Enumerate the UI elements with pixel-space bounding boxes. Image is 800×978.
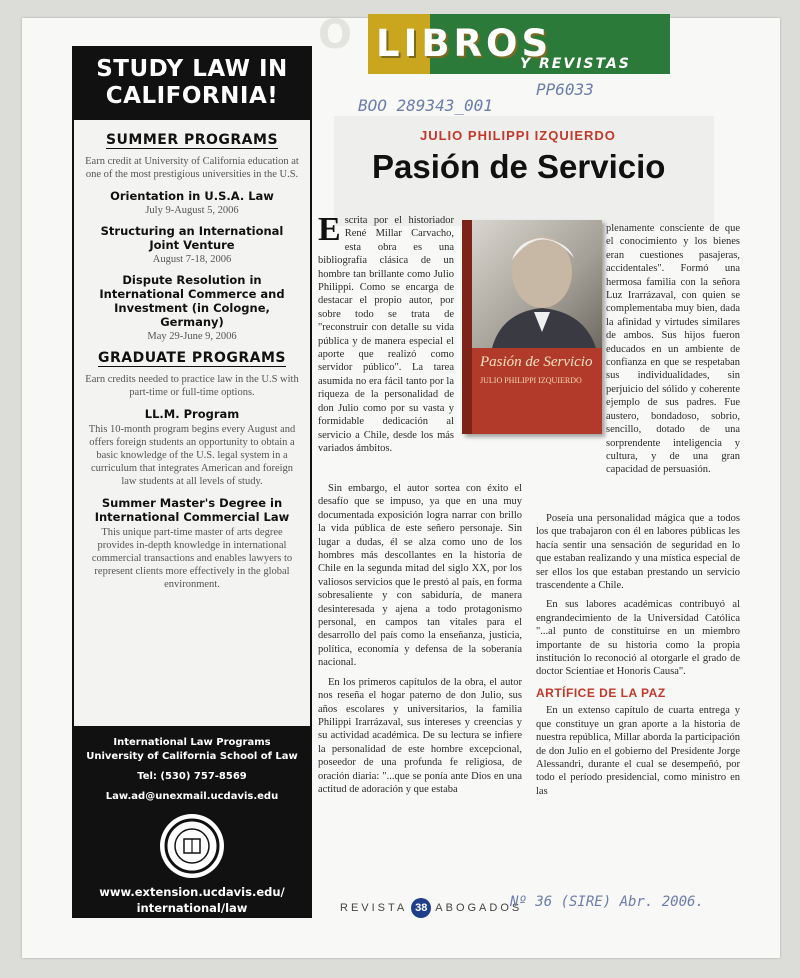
section-subtitle: Y REVISTAS <box>520 56 631 72</box>
contact-line: University of California School of Law <box>86 751 298 762</box>
contact-org <box>74 736 310 764</box>
article-kicker: JULIO PHILIPPI IZQUIERDO <box>420 128 616 143</box>
program-date: May 29-June 9, 2006 <box>147 331 237 342</box>
program-title: Dispute Resolution in International Commerce and Investment (in Cologne, Germany) <box>99 273 285 329</box>
article-paragraph: plenamente consciente de que el conocimiento y los bienes eran cuestiones pasajeras, accidentales". Formó una hermosa familia con la señora Luz Irarrázaval, con quien se complementaba muy bien, dada la afinidad y virtudes similares de ambos. Sus hijos fueron educados en un ambiente de confianza en que se respetaban sus individualidades, sin perjuicio del sólido y coherente ejemplo de sus padres. Fue austero, bondadoso, sobrio, sencillo, dotado de una sorprendente inteligencia y cultura, y de una gran capacidad de persuasión. <box>606 223 740 476</box>
article-headline: Pasión de Servicio <box>372 148 666 185</box>
program-url[interactable]: www.extension.ucdavis.edu/ international/law <box>99 885 285 915</box>
handwritten-code: BOO 289343_001 <box>358 96 493 115</box>
program-date: July 9-August 5, 2006 <box>145 205 239 216</box>
masters-degree-text: This unique part-time master of arts degree provides in-depth knowledge in international commercial transactions and enables lawyers to represent clients more effectively in the global environment. <box>91 527 293 590</box>
article-paragraph: En un extenso capítulo de cuarta entrega y que constituye un gran aporte a la historia de nuestra república, Millar aborda la participación de don Julio en el gobierno del Presidente Jorge Alessandri, durante el cual se desempeñó, por todo el período presidencial, como ministro en las <box>536 705 740 797</box>
book-cover-image <box>462 220 602 434</box>
article-column-top-left <box>318 211 454 461</box>
article-paragraph: Poseía una personalidad mágica que a todos los que trabajaron con él en labores públicas les hacía sentir una sensación de seguridad en lo que estaban realizando y una mística especial de ser ellos los que estaban prestando un servicio trascendente a Chile. <box>536 513 740 592</box>
ad-headline: STUDY LAW IN CALIFORNIA! <box>74 48 310 120</box>
article-paragraph: En los primeros capítulos de la obra, el autor nos reseña el hogar paterno de don Julio, sus años escolares y universitarios, la familia Philippi Irarrázaval, sus intereses y creencias y su actividad académica. De su lectura se infiere la personalidad de este hombre excepcional, poseedor de una profunda fe religiosa, de oración diaria: "...que se ponía ante Dios en una actitud de adoración y que estaba <box>318 676 522 795</box>
magazine-name-right: ABOGADOS <box>435 902 523 914</box>
ad-body <box>74 120 310 591</box>
program-date: August 7-18, 2006 <box>152 254 232 265</box>
masters-degree-title: Summer Master's Degree in International Commercial Law <box>94 496 290 524</box>
author-portrait <box>472 220 602 348</box>
article-paragraph <box>318 211 454 455</box>
section-title: LIBROS <box>376 22 553 65</box>
book-title: Pasión de Servicio <box>480 354 593 370</box>
article-column-left <box>318 482 522 802</box>
drop-cap: E <box>318 211 341 248</box>
graduate-programs-text: Earn credits needed to practice law in the U.S with part-time or full-time options. <box>85 374 299 398</box>
article-paragraph: Sin embargo, el autor sortea con éxito el desafío que se impuso, ya que en una muy documentada exposición logra narrar con brillo la vida pública de este señero personaje. Sin lugar a dudas, él se alza como uno de los hombres más descollantes en la historia de Chile en la segunda mitad del siglo XX, por los valiosos servicios que le prestó al país, en forma sobresaliente y con sabiduría, de manera desinteresada y ajena a todo protagonismo personal, en campos tan vitales para el desarrollo del país como la enseñanza, justicia, política, economía y defensa de la soberanía nacional. <box>318 483 522 669</box>
article-column-right <box>536 512 740 804</box>
summer-programs-text: Earn credit at University of California education at one of the most prestigious universities in the U.S. <box>85 156 299 180</box>
article-column-top-right <box>606 222 740 483</box>
contact-line: International Law Programs <box>113 737 271 748</box>
page-number: 38 <box>411 898 431 918</box>
llm-program-title: LL.M. Program <box>144 407 240 421</box>
contact-phone: Tel: (530) 757-8569 <box>137 771 247 782</box>
llm-program-text: This 10-month program begins every August and offers foreign students an opportunity to obtain a basic knowledge of the U.S. legal system in a curriculum that integrates American and foreign law students at all levels of study. <box>88 424 296 487</box>
summer-programs-title: SUMMER PROGRAMS <box>105 132 279 148</box>
graduate-programs-title: GRADUATE PROGRAMS <box>98 350 286 366</box>
handwritten-issue-note: Nº 36 (SIRE) Abr. 2006. <box>510 894 704 910</box>
handwritten-code: PP6033 <box>536 80 594 99</box>
program-title: Structuring an International Joint Venture <box>100 224 284 252</box>
law-program-ad <box>72 46 312 918</box>
article-paragraph: En sus labores académicas contribuyó al engrandecimiento de la Universidad Católica "...al punto de constituirse en un miembro importante de su historia como la propia institución lo reconoció al otorgarle el grado de doctor Scientiae et Honoris Causa". <box>536 599 740 678</box>
book-spine <box>462 220 472 434</box>
paragraph-text: scrita por el historiador René Millar Carvacho, esta obra es una bibliografía clásica de un hombre tan brillante como Julio Philippi. Como se encarga de destacar el propio autor, por sobre todo se trata de "reconstruir con detalle su vida pública y de manera especial el aporte que realizó como servidor público". La tarea asumida no era fácil tanto por la riqueza de la personalidad de don Julio como por su vasta y formidable dedicación al servicio a Chile, desde los más variados ámbitos. <box>318 215 454 454</box>
faded-text: O <box>318 12 353 58</box>
ad-contact-footer <box>74 726 310 916</box>
page-footer <box>340 898 522 918</box>
university-seal-icon <box>160 814 224 878</box>
article-subhead: ARTÍFICE DE LA PAZ <box>536 685 666 700</box>
book-subtitle: JULIO PHILIPPI IZQUIERDO <box>480 376 582 385</box>
magazine-name-left: REVISTA <box>340 902 408 914</box>
program-title: Orientation in U.S.A. Law <box>110 189 274 203</box>
contact-email[interactable]: Law.ad@unexmail.ucdavis.edu <box>105 791 279 802</box>
